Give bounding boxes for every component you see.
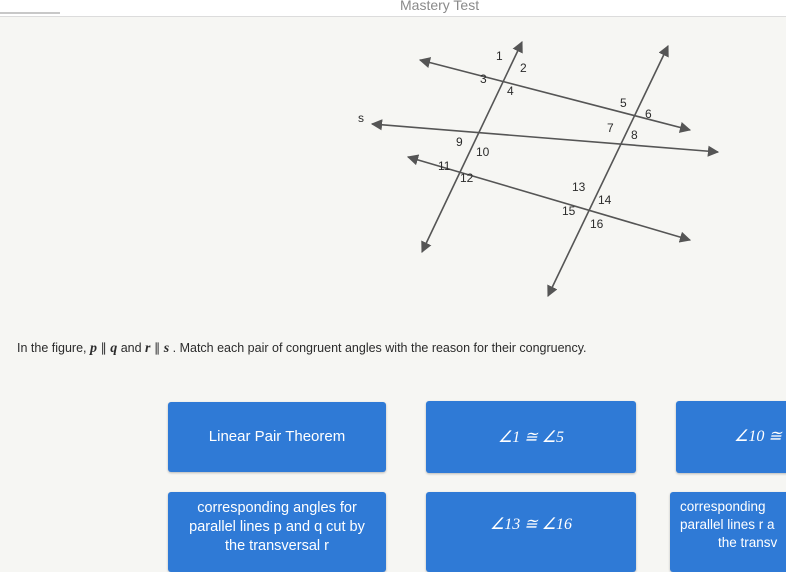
reason-line-3: the transv (718, 535, 778, 550)
angle-label-8: 8 (631, 128, 638, 142)
prompt-suffix: . Match each pair of congruent angles with the reason for their congruency. (172, 341, 587, 355)
angle-pair-label: ∠10 ≅ (734, 428, 782, 445)
reason-line-1: corresponding (680, 499, 766, 514)
reason-card-corresponding-pq[interactable] (168, 492, 386, 572)
question-prompt (17, 340, 777, 357)
angle-label-12: 12 (460, 171, 474, 185)
angle-label-5: 5 (620, 96, 627, 110)
angle-label-1: 1 (496, 49, 503, 63)
reason-line-2: parallel lines r a (680, 517, 775, 532)
angle-label-7: 7 (607, 121, 614, 135)
angle-label-2: 2 (520, 61, 527, 75)
reason-label: Linear Pair Theorem (208, 428, 346, 445)
var-q: q (110, 341, 118, 356)
line-s (372, 124, 718, 152)
reason-line-2: parallel lines p and q cut by (189, 518, 365, 535)
angle-pair-label: ∠1 ≅ ∠5 (497, 429, 565, 446)
angle-label-6: 6 (645, 107, 652, 121)
parallel-symbol: ∥ (153, 341, 161, 355)
angle-pair-card-1-5[interactable] (426, 401, 636, 473)
angle-pair-label: ∠13 ≅ ∠16 (489, 516, 573, 533)
reason-line-1: corresponding angles for (197, 499, 357, 516)
angle-label-13: 13 (572, 180, 586, 194)
angle-label-3: 3 (480, 72, 487, 86)
angle-label-16: 16 (590, 217, 604, 231)
line-label-s: s (358, 111, 364, 125)
parallel-symbol: ∥ (100, 341, 107, 355)
angle-pair-card-10[interactable] (676, 401, 786, 473)
angle-pair-card-13-16[interactable] (426, 492, 636, 572)
angle-label-11: 11 (438, 159, 451, 173)
reason-card-linear-pair[interactable] (168, 402, 386, 472)
var-p: p (89, 341, 97, 356)
reason-line-3: the transversal r (225, 537, 329, 554)
angle-label-15: 15 (562, 204, 576, 218)
angle-label-9: 9 (456, 135, 463, 149)
page-title: Mastery Test (400, 0, 480, 13)
prompt-prefix: In the figure, (17, 341, 87, 355)
angle-label-4: 4 (507, 84, 514, 98)
var-r: r (145, 341, 151, 356)
angle-label-10: 10 (476, 145, 490, 159)
line-transversal-right (548, 46, 668, 296)
prompt-and: and (120, 341, 142, 355)
var-s: s (163, 341, 170, 356)
reason-card-corresponding-rs[interactable] (670, 492, 786, 572)
angle-label-14: 14 (598, 193, 612, 207)
